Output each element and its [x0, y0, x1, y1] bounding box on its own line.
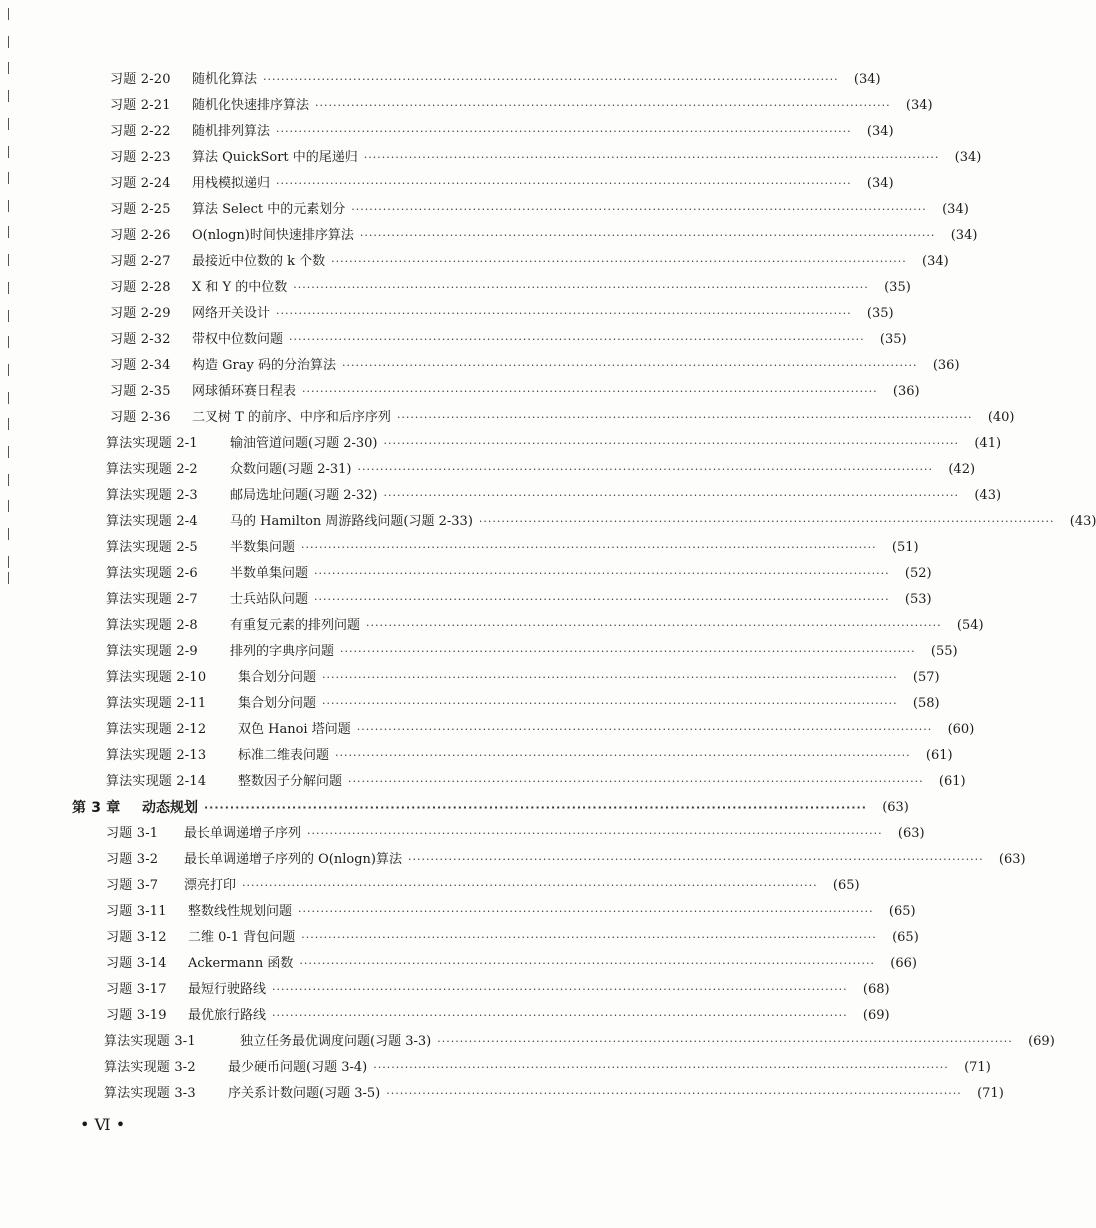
entry-page: (60) — [947, 722, 975, 737]
toc-entry[interactable] — [0, 509, 1096, 535]
toc-entry[interactable] — [0, 1029, 1055, 1055]
leader-dots: ································································································································ — [299, 957, 875, 970]
entry-number: 算法实现题 2-12 — [106, 722, 207, 737]
toc-entry[interactable] — [0, 977, 890, 1003]
leader-dots: ································································································································ — [348, 775, 924, 788]
toc-entry[interactable] — [0, 925, 919, 951]
entry-number: 算法实现题 2-1 — [106, 436, 198, 451]
entry-number: 习题 3-1 — [106, 826, 159, 841]
entry-title: 众数问题(习题 2-31) — [230, 462, 352, 477]
leader-dots: ································································································································ — [314, 593, 890, 606]
entry-number: 算法实现题 2-14 — [106, 774, 207, 789]
toc-entry[interactable] — [0, 249, 949, 275]
toc-entry[interactable] — [0, 197, 969, 223]
toc-entry[interactable] — [0, 483, 1002, 509]
entry-number: 习题 3-12 — [106, 930, 167, 945]
leader-dots: ································································································································ — [357, 463, 934, 476]
toc-entry[interactable] — [0, 1081, 1004, 1107]
leader-dots: ································································································································ — [356, 723, 933, 736]
entry-number: 算法实现题 2-8 — [106, 618, 198, 633]
toc-entry[interactable] — [0, 457, 976, 483]
leader-dots: ································································································································ — [383, 489, 960, 502]
toc-entry[interactable] — [0, 353, 960, 379]
toc-entry[interactable] — [0, 665, 940, 691]
toc-entry[interactable] — [0, 93, 933, 119]
leader-dots: ································································································································ — [204, 801, 867, 814]
entry-title: 有重复元素的排列问题 — [230, 618, 361, 633]
entry-number: 习题 3-19 — [106, 1008, 167, 1023]
entry-number: 算法实现题 2-5 — [106, 540, 198, 555]
entry-number: 习题 2-20 — [110, 72, 171, 87]
toc-entry[interactable] — [0, 275, 911, 301]
entry-number: 习题 3-14 — [106, 956, 167, 971]
entry-page: (34) — [866, 176, 894, 191]
entry-page: (34) — [853, 72, 881, 87]
toc-entry[interactable] — [0, 743, 953, 769]
entry-title: 马的 Hamilton 周游路线问题(习题 2-33) — [230, 514, 473, 529]
entry-page: (65) — [888, 904, 916, 919]
toc-entry[interactable] — [0, 145, 982, 171]
toc-entry[interactable] — [0, 1055, 991, 1081]
toc-entry[interactable] — [0, 223, 978, 249]
entry-title: 二维 0-1 背包问题 — [188, 930, 296, 945]
leader-dots: ································································································································ — [301, 931, 877, 944]
leader-dots: ································································································································ — [335, 749, 911, 762]
entry-number: 算法实现题 3-2 — [104, 1060, 196, 1075]
entry-page: (69) — [1028, 1034, 1055, 1049]
entry-number: 习题 3-17 — [106, 982, 167, 997]
toc-entry[interactable] — [0, 769, 966, 795]
entry-number: 习题 2-22 — [110, 124, 171, 139]
entry-number: 习题 2-29 — [110, 306, 171, 321]
entry-number: 算法实现题 2-3 — [106, 488, 198, 503]
entry-title: X 和 Y 的中位数 — [192, 280, 288, 295]
leader-dots: ································································································································ — [322, 697, 898, 710]
entry-page: (35) — [879, 332, 907, 347]
toc-entry[interactable] — [0, 327, 907, 353]
toc-entry[interactable] — [0, 119, 894, 145]
toc-entry[interactable] — [0, 847, 1026, 873]
chapter-title: 动态规划 — [142, 800, 198, 816]
entry-title: 整数线性规划问题 — [188, 904, 293, 919]
entry-number: 算法实现题 2-9 — [106, 644, 198, 659]
leader-dots: ································································································································ — [437, 1035, 1013, 1048]
entry-title: 半数集问题 — [230, 540, 296, 555]
toc-entry[interactable] — [0, 717, 975, 743]
entry-page: (61) — [925, 748, 953, 763]
entry-page: (65) — [892, 930, 919, 945]
entry-page: (53) — [904, 592, 932, 607]
leader-dots: ································································································································ — [341, 359, 918, 372]
toc-entry[interactable] — [0, 431, 1002, 457]
entry-title: 最短行驶路线 — [188, 982, 267, 997]
entry-number: 算法实现题 2-11 — [106, 696, 207, 711]
leader-dots: ································································································································ — [331, 255, 907, 268]
leader-dots: ································································································································ — [298, 905, 874, 918]
entry-title: 士兵站队问题 — [230, 592, 309, 607]
entry-page: (71) — [964, 1060, 991, 1075]
entry-page: (52) — [904, 566, 932, 581]
entry-number: 习题 2-35 — [110, 384, 171, 399]
entry-page: (68) — [862, 982, 890, 997]
entry-page: (65) — [832, 878, 860, 893]
toc-entry[interactable] — [0, 67, 881, 93]
toc-entry[interactable] — [0, 873, 869, 899]
entry-title: 独立任务最优调度问题(习题 3-3) — [240, 1034, 432, 1049]
leader-dots: ································································································································ — [366, 619, 942, 632]
leader-dots: ································································································································ — [396, 411, 973, 424]
entry-page: (71) — [977, 1086, 1004, 1101]
entry-title: 集合划分问题 — [238, 696, 317, 711]
toc-entry[interactable] — [0, 639, 958, 665]
leader-dots: ································································································································ — [363, 151, 940, 164]
entry-page: (34) — [950, 228, 978, 243]
entry-number: 习题 3-2 — [106, 852, 159, 867]
entry-number: 算法实现题 2-7 — [106, 592, 198, 607]
entry-page: (51) — [891, 540, 919, 555]
entry-title: 最优旅行路线 — [188, 1008, 267, 1023]
entry-title: 集合划分问题 — [238, 670, 317, 685]
entry-number: 算法实现题 2-10 — [106, 670, 207, 685]
entry-page: (34) — [954, 150, 982, 165]
entry-title: 随机排列算法 — [192, 124, 271, 139]
leader-dots: ································································································································ — [289, 333, 865, 346]
entry-number: 习题 2-36 — [110, 410, 171, 425]
entry-title: Ackermann 函数 — [188, 956, 294, 971]
entry-page: (63) — [998, 852, 1026, 867]
entry-page: (66) — [890, 956, 917, 971]
entry-number: 习题 2-25 — [110, 202, 171, 217]
leader-dots: ································································································································ — [351, 203, 927, 216]
leader-dots: ································································································································ — [386, 1087, 962, 1100]
entry-page: (36) — [892, 384, 920, 399]
entry-title: 带权中位数问题 — [192, 332, 284, 347]
entry-page: (34) — [866, 124, 894, 139]
entry-page: (63) — [882, 800, 909, 815]
entry-number: 习题 2-32 — [110, 332, 171, 347]
entry-title: O(nlogn)时间快速排序算法 — [192, 228, 354, 243]
entry-number: 算法实现题 2-13 — [106, 748, 207, 763]
leader-dots: ································································································································ — [408, 853, 984, 866]
entry-number: 算法实现题 3-1 — [104, 1034, 196, 1049]
toc-entry[interactable] — [0, 301, 894, 327]
entry-page: (43) — [974, 488, 1002, 503]
entry-page: (54) — [956, 618, 984, 633]
entry-title: 半数单集问题 — [230, 566, 309, 581]
entry-page: (57) — [912, 670, 940, 685]
page-number: • Ⅵ • — [80, 1115, 126, 1134]
entry-page: (69) — [862, 1008, 890, 1023]
entry-number: 算法实现题 3-3 — [104, 1086, 196, 1101]
leader-dots: ································································································································ — [276, 177, 852, 190]
leader-dots: ································································································································ — [315, 99, 891, 112]
toc-entry[interactable] — [0, 379, 920, 405]
leader-dots: ································································································································ — [314, 567, 890, 580]
entry-page: (36) — [932, 358, 960, 373]
entry-number: 习题 2-21 — [110, 98, 171, 113]
entry-page: (34) — [905, 98, 933, 113]
entry-title: 网球循环赛日程表 — [192, 384, 297, 399]
entry-page: (58) — [912, 696, 940, 711]
entry-title: 最接近中位数的 k 个数 — [192, 254, 326, 269]
toc-entry[interactable] — [0, 613, 984, 639]
leader-dots: ································································································································ — [373, 1061, 949, 1074]
entry-title: 输油管道问题(习题 2-30) — [230, 436, 378, 451]
entry-page: (43) — [1069, 514, 1096, 529]
chapter-number: 第 3 章 — [72, 800, 121, 816]
entry-title: 二叉树 T 的前序、中序和后序序列 — [192, 410, 391, 425]
leader-dots: ································································································································ — [340, 645, 916, 658]
entry-number: 习题 2-34 — [110, 358, 171, 373]
entry-title: 整数因子分解问题 — [238, 774, 343, 789]
leader-dots: ································································································································ — [302, 385, 878, 398]
entry-title: 算法 QuickSort 中的尾递归 — [192, 150, 358, 165]
entry-title: 排列的字典序问题 — [230, 644, 335, 659]
entry-page: (63) — [897, 826, 925, 841]
entry-number: 算法实现题 2-2 — [106, 462, 198, 477]
leader-dots: ································································································································ — [359, 229, 936, 242]
entry-number: 习题 2-23 — [110, 150, 171, 165]
toc-entry[interactable] — [0, 951, 917, 977]
entry-page: (55) — [930, 644, 958, 659]
entry-title: 随机化快速排序算法 — [192, 98, 310, 113]
toc-entry[interactable] — [0, 691, 940, 717]
entry-title: 邮局选址问题(习题 2-32) — [230, 488, 378, 503]
entry-page: (41) — [974, 436, 1002, 451]
toc-entry[interactable] — [0, 561, 932, 587]
toc-entry[interactable] — [0, 405, 1015, 431]
leader-dots: ································································································································ — [478, 515, 1055, 528]
leader-dots: ································································································································ — [307, 827, 883, 840]
entry-page: (61) — [938, 774, 966, 789]
entry-number: 习题 3-7 — [106, 878, 159, 893]
leader-dots: ································································································································ — [383, 437, 960, 450]
entry-page: (34) — [922, 254, 949, 269]
entry-title: 漂亮打印 — [184, 878, 237, 893]
entry-title: 序关系计数问题(习题 3-5) — [228, 1086, 381, 1101]
leader-dots: ································································································································ — [272, 1009, 848, 1022]
toc-entry[interactable] — [0, 171, 894, 197]
leader-dots: ································································································································ — [276, 307, 852, 320]
entry-title: 网络开关设计 — [192, 306, 271, 321]
entry-number: 习题 2-28 — [110, 280, 171, 295]
leader-dots: ································································································································ — [242, 879, 818, 892]
entry-title: 用栈模拟递归 — [192, 176, 271, 191]
entry-title: 构造 Gray 码的分治算法 — [192, 358, 336, 373]
entry-page: (35) — [884, 280, 911, 295]
leader-dots: ································································································································ — [276, 125, 852, 138]
leader-dots: ································································································································ — [263, 73, 839, 86]
toc-entry[interactable] — [0, 899, 916, 925]
entry-title: 标准二维表问题 — [238, 748, 330, 763]
entry-number: 习题 2-26 — [110, 228, 171, 243]
leader-dots: ································································································································ — [301, 541, 877, 554]
entry-page: (34) — [942, 202, 969, 217]
entry-number: 习题 2-27 — [110, 254, 171, 269]
chapter-heading[interactable] — [0, 795, 909, 821]
entry-title: 最少硬币问题(习题 3-4) — [228, 1060, 368, 1075]
entry-number: 习题 2-24 — [110, 176, 171, 191]
entry-number: 算法实现题 2-4 — [106, 514, 198, 529]
toc-entry[interactable] — [0, 821, 925, 847]
entry-title: 随机化算法 — [192, 72, 258, 87]
entry-number: 算法实现题 2-6 — [106, 566, 198, 581]
entry-number: 习题 3-11 — [106, 904, 167, 919]
entry-title: 双色 Hanoi 塔问题 — [238, 722, 351, 737]
entry-page: (40) — [987, 410, 1015, 425]
entry-title: 最长单调递增子序列 — [184, 826, 302, 841]
toc-entry[interactable] — [0, 1003, 890, 1029]
entry-page: (42) — [948, 462, 976, 477]
toc-entry[interactable] — [0, 535, 919, 561]
entry-title: 最长单调递增子序列的 O(nlogn)算法 — [184, 852, 402, 867]
entry-page: (35) — [866, 306, 894, 321]
leader-dots: ································································································································ — [322, 671, 898, 684]
leader-dots: ································································································································ — [272, 983, 848, 996]
entry-title: 算法 Select 中的元素划分 — [192, 202, 346, 217]
toc-entry[interactable] — [0, 587, 932, 613]
leader-dots: ································································································································ — [293, 281, 869, 294]
